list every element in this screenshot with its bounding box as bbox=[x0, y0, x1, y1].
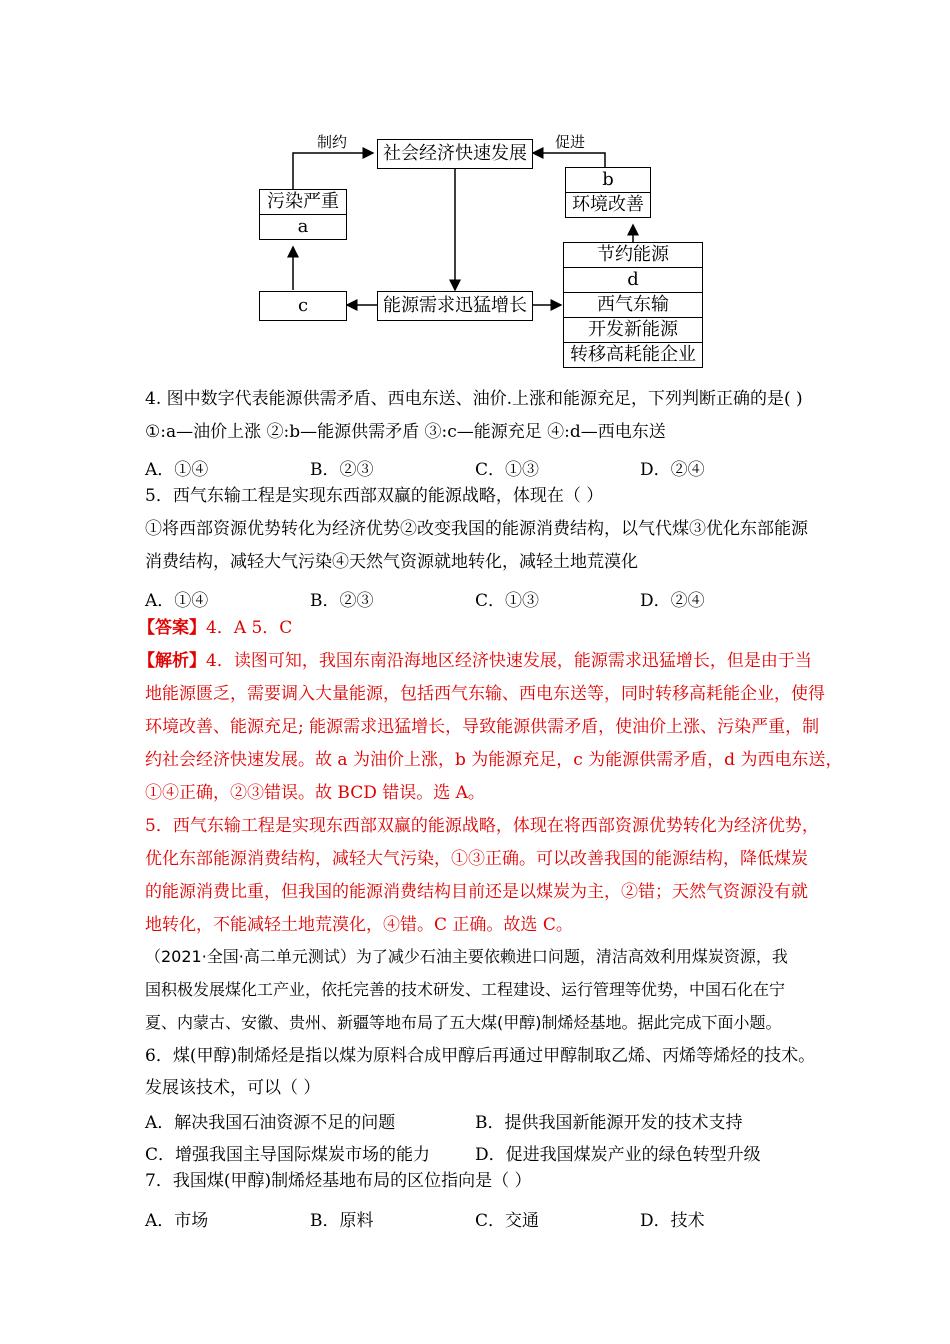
box-environment-text: 环境改善 bbox=[566, 192, 650, 217]
q4-option-c[interactable]: C．①③ bbox=[475, 460, 540, 480]
box-economy-text: 社会经济快速发展 bbox=[383, 143, 527, 164]
analysis-line: 的能源消费比重，但我国的能源消费结构目前还是以煤炭为主，②错；天然气资源没有就 bbox=[145, 882, 808, 902]
measure-item: 节约能源 bbox=[597, 244, 669, 265]
box-measures bbox=[563, 242, 703, 368]
analysis-line: 5．西气东输工程是实现东西部双赢的能源战略，体现在将西部资源优势转化为经济优势， bbox=[145, 816, 819, 836]
q7-option-b[interactable]: B．原料 bbox=[310, 1211, 374, 1231]
box-pollution bbox=[259, 189, 347, 240]
analysis-line: 地转化，不能减轻土地荒漠化，④错。C 正确。故选 C。 bbox=[145, 915, 573, 935]
analysis-line: 环境改善、能源充足; 能源需求迅猛增长，导致能源供需矛盾，使油价上涨、污染严重，制 bbox=[145, 717, 820, 737]
box-energy-demand-text: 能源需求迅猛增长 bbox=[383, 295, 527, 316]
q5-items-line2: 消费结构，减轻大气污染④天然气资源就地转化，减轻土地荒漠化 bbox=[145, 552, 638, 572]
answer-text: 4．A 5．C bbox=[206, 618, 293, 638]
analysis-line: 地能源匮乏，需要调入大量能源，包括西气东输、西电东送等，同时转移高耗能企业，使得 bbox=[145, 684, 825, 704]
q4-option-b[interactable]: B．②③ bbox=[310, 460, 374, 480]
box-pollution-title: 污染严重 bbox=[267, 191, 339, 212]
analysis-line: 优化东部能源消费结构，减轻大气污染，①③正确。可以改善我国的能源结构，降低煤炭 bbox=[145, 849, 808, 869]
box-environment bbox=[565, 167, 651, 218]
q6-option-b[interactable]: B．提供我国新能源开发的技术支持 bbox=[475, 1113, 743, 1133]
analysis-line: 约社会经济快速发展。故 a 为油价上涨，b 为能源充足，c 为能源供需矛盾，d 为西电东送， bbox=[145, 750, 843, 770]
measure-item: d bbox=[564, 267, 702, 292]
box-pollution-a: a bbox=[260, 214, 346, 239]
flow-diagram bbox=[255, 125, 715, 380]
q4-items: ①:a—油价上涨 ②:b—能源供需矛盾 ③:c—能源充足 ④:d—西电东送 bbox=[145, 422, 666, 442]
intro-line: 夏、内蒙古、安徽、贵州、新疆等地布局了五大煤(甲醇)制烯烃基地。据此完成下面小题。 bbox=[145, 1013, 782, 1032]
analysis-line: ①④正确，②③错误。故 BCD 错误。选 A。 bbox=[145, 783, 485, 803]
q5-items-line1: ①将西部资源优势转化为经济优势②改变我国的能源消费结构，以气代煤③优化东部能源 bbox=[145, 519, 808, 539]
box-environment-b: b bbox=[602, 169, 614, 190]
label-constrain: 制约 bbox=[317, 133, 348, 151]
label-promote: 促进 bbox=[555, 133, 586, 151]
q4-stem: 4. 图中数字代表能源供需矛盾、西电东送、油价.上涨和能源充足，下列判断正确的是( ) bbox=[145, 389, 803, 409]
intro-line: 国积极发展煤化工产业，依托完善的技术研发、工程建设、运行管理等优势，中国石化在宁 bbox=[145, 980, 786, 999]
q6-stem-1: 6．煤(甲醇)制烯烃是指以煤为原料合成甲醇后再通过甲醇制取乙烯、丙烯等烯烃的技术。 bbox=[145, 1046, 816, 1066]
intro-line: （2021·全国·高二单元测试）为了减少石油主要依赖进口问题，清洁高效利用煤炭资源，我 bbox=[145, 947, 788, 966]
analysis-tag: 【解析】 bbox=[138, 651, 206, 671]
q7-option-a[interactable]: A．市场 bbox=[145, 1211, 209, 1231]
measure-item: 西气东输 bbox=[564, 292, 702, 317]
analysis-text: 4．读图可知，我国东南沿海地区经济快速发展，能源需求迅猛增长，但是由于当 bbox=[206, 651, 812, 671]
box-c-text: c bbox=[297, 295, 309, 316]
answer-line bbox=[138, 613, 292, 643]
measure-item: 转移高耗能企业 bbox=[564, 342, 702, 367]
box-c bbox=[259, 291, 347, 321]
q5-option-c[interactable]: C．①③ bbox=[475, 591, 540, 611]
answer-tag: 【答案】 bbox=[138, 618, 206, 638]
box-energy-demand bbox=[377, 291, 533, 321]
q7-option-d[interactable]: D．技术 bbox=[640, 1211, 705, 1231]
analysis-line-1 bbox=[138, 646, 812, 676]
q4-option-a[interactable]: A．①④ bbox=[145, 460, 209, 480]
q5-option-b[interactable]: B．②③ bbox=[310, 591, 374, 611]
q6-option-a[interactable]: A．解决我国石油资源不足的问题 bbox=[145, 1113, 396, 1133]
q7-stem: 7．我国煤(甲醇)制烯烃基地布局的区位指向是（ ） bbox=[145, 1171, 532, 1191]
q4-option-d[interactable]: D．②④ bbox=[640, 460, 705, 480]
q7-option-c[interactable]: C．交通 bbox=[475, 1211, 540, 1231]
q5-option-a[interactable]: A．①④ bbox=[145, 591, 209, 611]
q6-option-c[interactable]: C．增强我国主导国际煤炭市场的能力 bbox=[145, 1145, 431, 1165]
q5-option-d[interactable]: D．②④ bbox=[640, 591, 705, 611]
q6-option-d[interactable]: D．促进我国煤炭产业的绿色转型升级 bbox=[475, 1145, 761, 1165]
q5-stem: 5．西气东输工程是实现东西部双赢的能源战略，体现在（ ） bbox=[145, 486, 604, 506]
measure-item: 开发新能源 bbox=[564, 317, 702, 342]
box-economy bbox=[377, 139, 533, 169]
q6-stem-2: 发展该技术，可以（ ） bbox=[145, 1078, 321, 1098]
